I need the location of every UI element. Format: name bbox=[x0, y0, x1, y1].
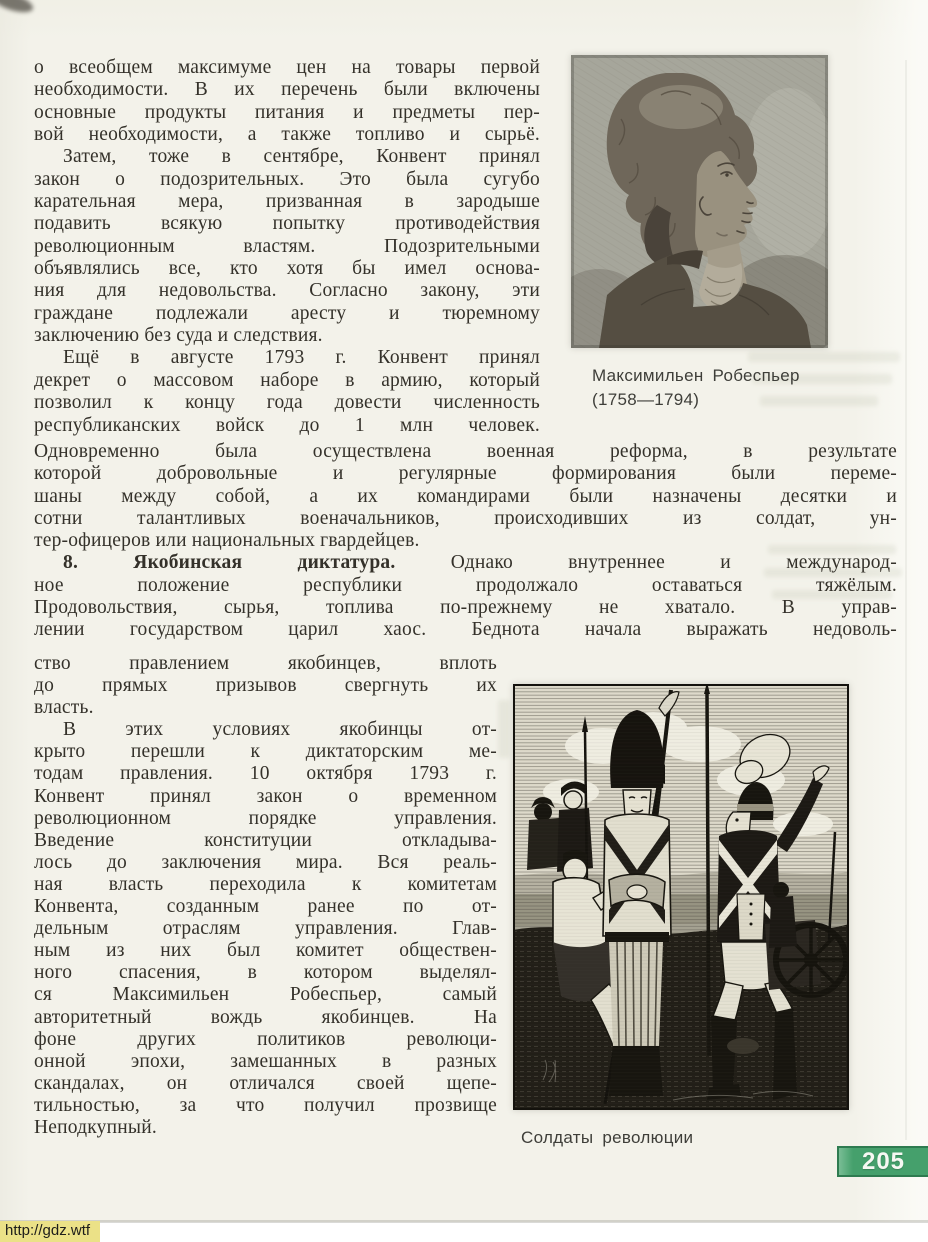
text-line-segment: объявлялись все, кто хотя бы имел основа- bbox=[34, 258, 540, 280]
text-line-segment: позволил к концу года довести численность bbox=[34, 392, 540, 414]
text-line bbox=[34, 1095, 497, 1117]
text-line bbox=[34, 463, 897, 485]
text-line bbox=[34, 1051, 497, 1073]
text-line-segment: тодам правления. 10 октября 1793 г. bbox=[34, 763, 497, 785]
text-line-segment: онной эпохи, замешанных в разных bbox=[34, 1050, 497, 1072]
text-line bbox=[34, 280, 540, 302]
text-line bbox=[34, 552, 897, 574]
text-line bbox=[34, 808, 497, 830]
page-crease bbox=[905, 60, 907, 1140]
page-number: 205 bbox=[861, 1147, 906, 1175]
text-line-segment: которой добровольные и регулярные формирования были переме- bbox=[34, 463, 897, 485]
text-line-segment: основные продукты питания и предметы пер- bbox=[34, 101, 540, 123]
text-line-segment: заключению без суда и следствия. bbox=[34, 325, 323, 347]
text-line-segment: Ещё в августе 1793 г. Конвент принял bbox=[63, 347, 540, 369]
robespierre-portrait-image bbox=[571, 55, 828, 348]
text-line bbox=[34, 741, 497, 763]
text-line-segment: подавить всякую попытку противодействия bbox=[34, 213, 540, 235]
text-line-segment: революционным властям. Подозрительными bbox=[34, 235, 540, 257]
text-line-segment: лось до заключения мира. Вся реаль- bbox=[34, 851, 497, 873]
text-line bbox=[34, 486, 897, 508]
text-line-segment: ное положение республики продолжало оставаться тяжёлым. bbox=[34, 574, 897, 596]
text-line-segment: Продовольствия, сырья, топлива по-прежнему не хватало. В управ- bbox=[34, 597, 897, 619]
text-line-segment: необходимости. В их перечень были включены bbox=[34, 79, 540, 101]
text-line-segment: карательная мера, призванная в зародыше bbox=[34, 191, 540, 213]
text-line-segment: декрет о массовом наборе в армию, который bbox=[34, 369, 540, 391]
text-line-segment: тер-офицеров или национальных гвардейцев. bbox=[34, 530, 420, 552]
text-line bbox=[34, 415, 540, 437]
text-line bbox=[34, 896, 497, 918]
soldiers-engraving-figure bbox=[513, 684, 849, 1110]
text-line bbox=[34, 530, 897, 552]
text-line bbox=[34, 1029, 497, 1051]
paragraph-block-full-width bbox=[34, 441, 897, 642]
text-line bbox=[34, 653, 497, 675]
bleed-through-artifact bbox=[498, 700, 510, 758]
text-line-segment: революционном порядке управления. bbox=[34, 807, 497, 829]
paragraph-block-upper-left bbox=[34, 57, 540, 437]
text-line bbox=[34, 441, 897, 463]
text-line-segment: о всеобщем максимуме цен на товары первой bbox=[34, 57, 540, 78]
text-line-segment: ство правлением якобинцев, вплоть bbox=[34, 653, 497, 674]
text-line bbox=[34, 852, 497, 874]
text-line bbox=[34, 258, 540, 280]
robespierre-portrait-figure bbox=[571, 55, 828, 348]
text-line-segment: Неподкупный. bbox=[34, 1116, 157, 1138]
text-line-segment: закон о подозрительных. Это была сугубо bbox=[34, 168, 540, 190]
text-line bbox=[34, 786, 497, 808]
text-line-segment: Одновременно была осуществлена военная реформа, в результате bbox=[34, 441, 897, 462]
caption-line: (1758—1794) bbox=[592, 390, 700, 409]
text-line bbox=[34, 102, 540, 124]
text-line bbox=[34, 830, 497, 852]
text-line bbox=[34, 191, 540, 213]
bleed-through-artifact bbox=[748, 352, 900, 362]
text-line-segment: авторитетный вождь якобинцев. На bbox=[34, 1006, 497, 1028]
text-line bbox=[34, 213, 540, 235]
text-line bbox=[34, 325, 540, 347]
text-line-segment: тильностью, за что получил прозвище bbox=[34, 1094, 497, 1116]
paragraph-block-lower-left bbox=[34, 653, 497, 1139]
text-line-segment: Введение конституции откладыва- bbox=[34, 829, 497, 851]
text-line bbox=[34, 697, 497, 719]
text-line bbox=[34, 1007, 497, 1029]
text-line bbox=[34, 675, 497, 697]
text-line-segment: до прямых призывов свергнуть их bbox=[34, 675, 497, 697]
page-number-badge bbox=[837, 1146, 928, 1177]
text-line bbox=[34, 597, 897, 619]
text-line-segment: Конвента, созданным ранее по от- bbox=[34, 896, 497, 918]
text-line-segment: ная власть переходила к комитетам bbox=[34, 873, 497, 895]
text-line-segment: дельным отраслям управления. Глав- bbox=[34, 918, 497, 940]
section-heading: 8. Якобинская диктатура. bbox=[63, 552, 396, 574]
text-line-segment: крыто перешли к диктаторским ме- bbox=[34, 741, 497, 763]
text-line bbox=[34, 347, 540, 369]
text-line-segment: Конвент принял закон о временном bbox=[34, 785, 497, 807]
caption-line: Максимильен Робеспьер bbox=[592, 366, 800, 385]
text-line-segment: В этих условиях якобинцы от- bbox=[63, 719, 497, 741]
text-line-segment: ного спасения, в котором выделял- bbox=[34, 962, 497, 984]
text-line-segment: Однако внутреннее и международ- bbox=[395, 552, 897, 574]
robespierre-caption bbox=[592, 364, 892, 412]
text-line bbox=[34, 57, 540, 79]
text-line bbox=[34, 236, 540, 258]
text-line-segment: сотни талантливых военачальников, происходивших из солдат, ун- bbox=[34, 507, 897, 529]
text-line-segment: ся Максимильен Робеспьер, самый bbox=[34, 984, 497, 1006]
text-line bbox=[34, 146, 540, 168]
text-line bbox=[34, 575, 897, 597]
text-line bbox=[34, 169, 540, 191]
text-line bbox=[34, 508, 897, 530]
text-line-segment: ным из них был комитет обществен- bbox=[34, 940, 497, 962]
text-line bbox=[34, 719, 497, 741]
text-line-segment: власть. bbox=[34, 697, 94, 719]
text-line bbox=[34, 79, 540, 101]
text-line-segment: шаны между собой, а их командирами были назначены десятки и bbox=[34, 485, 897, 507]
text-line-segment: скандалах, он отличался своей щепе- bbox=[34, 1072, 497, 1094]
text-line bbox=[34, 303, 540, 325]
text-line bbox=[34, 1073, 497, 1095]
text-line-segment: республиканских войск до 1 млн человек. bbox=[34, 414, 540, 436]
text-line bbox=[34, 392, 540, 414]
text-line bbox=[34, 619, 897, 641]
text-line bbox=[34, 962, 497, 984]
page-bottom-edge bbox=[0, 1220, 928, 1223]
text-line bbox=[34, 1117, 497, 1139]
text-line bbox=[34, 940, 497, 962]
text-line bbox=[34, 874, 497, 896]
soldiers-caption bbox=[521, 1126, 841, 1150]
text-line bbox=[34, 984, 497, 1006]
site-watermark: http://gdz.wtf bbox=[0, 1221, 100, 1242]
text-line-segment: фоне других политиков революци- bbox=[34, 1028, 497, 1050]
soldiers-engraving-image bbox=[513, 684, 849, 1110]
text-line bbox=[34, 763, 497, 785]
text-line bbox=[34, 370, 540, 392]
text-line-segment: лении государством царил хаос. Беднота начала выражать недоволь- bbox=[34, 619, 897, 641]
text-line bbox=[34, 124, 540, 146]
text-line-segment: ния для недовольства. Согласно закону, эти bbox=[34, 280, 540, 302]
caption-line: Солдаты революции bbox=[521, 1128, 694, 1147]
text-line-segment: Затем, тоже в сентябре, Конвент принял bbox=[63, 146, 540, 168]
text-line-segment: граждане подлежали аресту и тюремному bbox=[34, 302, 540, 324]
text-line-segment: вой необходимости, а также топливо и сырьё. bbox=[34, 124, 540, 146]
text-line bbox=[34, 918, 497, 940]
